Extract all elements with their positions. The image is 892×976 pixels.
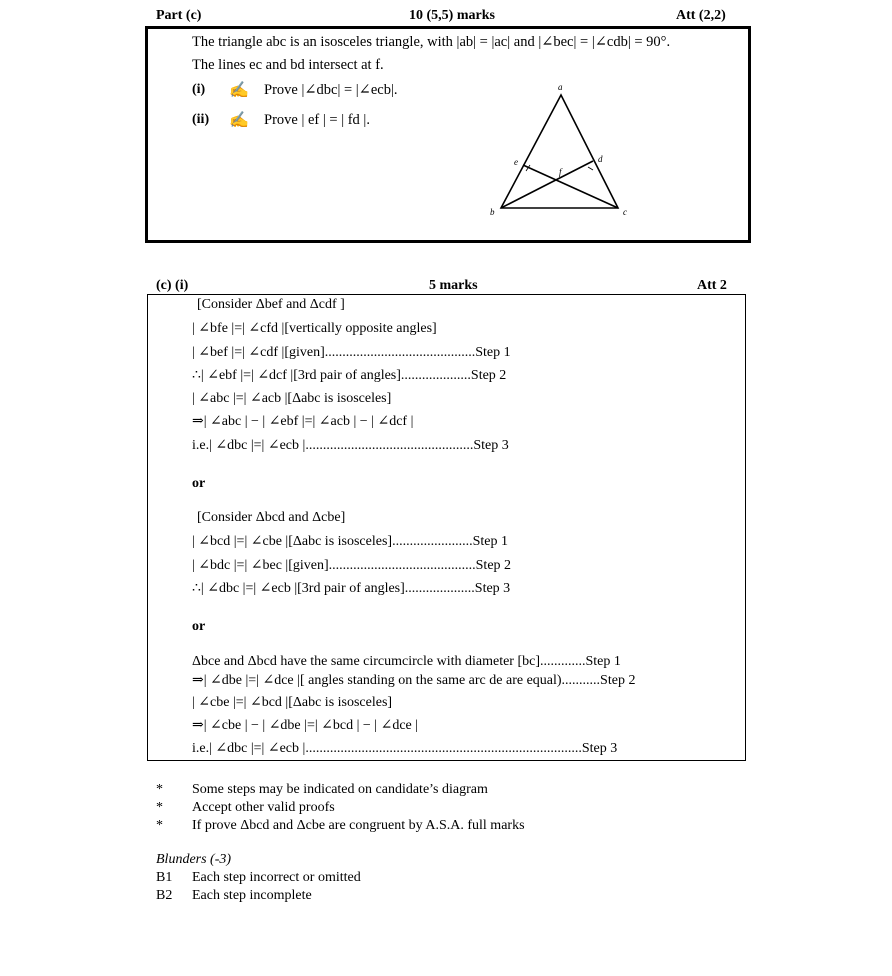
question-line-2: The lines ec and bd intersect at f.	[192, 57, 384, 73]
triangle-diagram	[480, 78, 640, 223]
part-c-label: Part (c)	[156, 8, 202, 23]
line-ce	[523, 165, 618, 208]
question-ii-text: Prove | ef | = | fd |.	[264, 112, 370, 128]
blunder-text: Each step incomplete	[192, 888, 312, 903]
pen-icon: ✍	[229, 112, 249, 129]
method3-line: ⇒| ∠dbe |=| ∠dce |[ angles standing on the same arc de are equal)...........Step 2	[192, 673, 636, 688]
or-separator: or	[192, 619, 206, 634]
method3-line: i.e.| ∠dbc |=| ∠ecb |...............................................................................Step 3	[192, 741, 618, 756]
note-bullet: *	[156, 782, 163, 797]
method3-line: ⇒| ∠cbe | − | ∠dbe |=| ∠bcd | − | ∠dce |	[192, 718, 419, 733]
method1-line: | ∠bef |=| ∠cdf |[given]...........................................Step 1	[192, 345, 511, 360]
vertex-label-b: b	[490, 207, 495, 217]
note-bullet: *	[156, 818, 163, 833]
pen-icon: ✍	[229, 82, 249, 99]
vertex-label-e: e	[514, 157, 518, 167]
note-item: Some steps may be indicated on candidate’s diagram	[192, 782, 488, 797]
method1-line: | ∠abc |=| ∠acb |[Δabc is isosceles]	[192, 391, 392, 406]
method2-line: | ∠bdc |=| ∠bec |[given]..........................................Step 2	[192, 558, 512, 573]
part-ci-marks: 5 marks	[429, 278, 478, 293]
triangle-abc	[501, 95, 618, 208]
method1-line: [Consider Δbef and Δcdf ]	[197, 297, 345, 312]
part-c-marks: 10 (5,5) marks	[409, 8, 495, 23]
method2-line: [Consider Δbcd and Δcbe]	[197, 510, 346, 525]
triangle-lines	[501, 95, 618, 208]
part-ci-label: (c) (i)	[156, 278, 189, 293]
vertex-label-d: d	[598, 154, 603, 164]
question-line-1: The triangle abc is an isosceles triangle, with |ab| = |ac| and |∠bec| = |∠cdb| = 90°.	[192, 34, 671, 50]
vertex-label-c: c	[623, 207, 627, 217]
blunder-text: Each step incorrect or omitted	[192, 870, 361, 885]
question-i-text: Prove |∠dbc| = |∠ecb|.	[264, 82, 398, 98]
part-ci-att: Att 2	[697, 278, 727, 293]
line-bd	[501, 161, 593, 208]
note-item: If prove Δbcd and Δcbe are congruent by A.S.A. full marks	[192, 818, 525, 833]
note-item: Accept other valid proofs	[192, 800, 335, 815]
part-c-att: Att (2,2)	[676, 8, 726, 23]
blunders-title: Blunders (-3)	[156, 852, 232, 867]
question-ii-number: (ii)	[192, 112, 210, 127]
method2-line: | ∠bcd |=| ∠cbe |[Δabc is isosceles].......................Step 1	[192, 534, 508, 549]
method3-line: Δbce and Δbcd have the same circumcircle with diameter [bc].............Step 1	[192, 654, 621, 669]
question-i-number: (i)	[192, 82, 206, 97]
method1-line: | ∠bfe |=| ∠cfd |[vertically opposite angles]	[192, 321, 437, 336]
method1-line: ⇒| ∠abc | − | ∠ebf |=| ∠acb | − | ∠dcf |	[192, 414, 414, 429]
blunder-code: B1	[156, 870, 173, 885]
method2-line: ∴| ∠dbc |=| ∠ecb |[3rd pair of angles]....................Step 3	[192, 581, 511, 596]
note-bullet: *	[156, 800, 163, 815]
or-separator: or	[192, 476, 206, 491]
blunder-code: B2	[156, 888, 173, 903]
method1-line: ∴| ∠ebf |=| ∠dcf |[3rd pair of angles]....................Step 2	[192, 368, 507, 383]
method1-line: i.e.| ∠dbc |=| ∠ecb |................................................Step 3	[192, 438, 509, 453]
vertex-label-a: a	[558, 82, 563, 92]
point-label-f: f	[559, 167, 562, 177]
solution-box	[147, 294, 746, 761]
method3-line: | ∠cbe |=| ∠bcd |[Δabc is isosceles]	[192, 695, 393, 710]
